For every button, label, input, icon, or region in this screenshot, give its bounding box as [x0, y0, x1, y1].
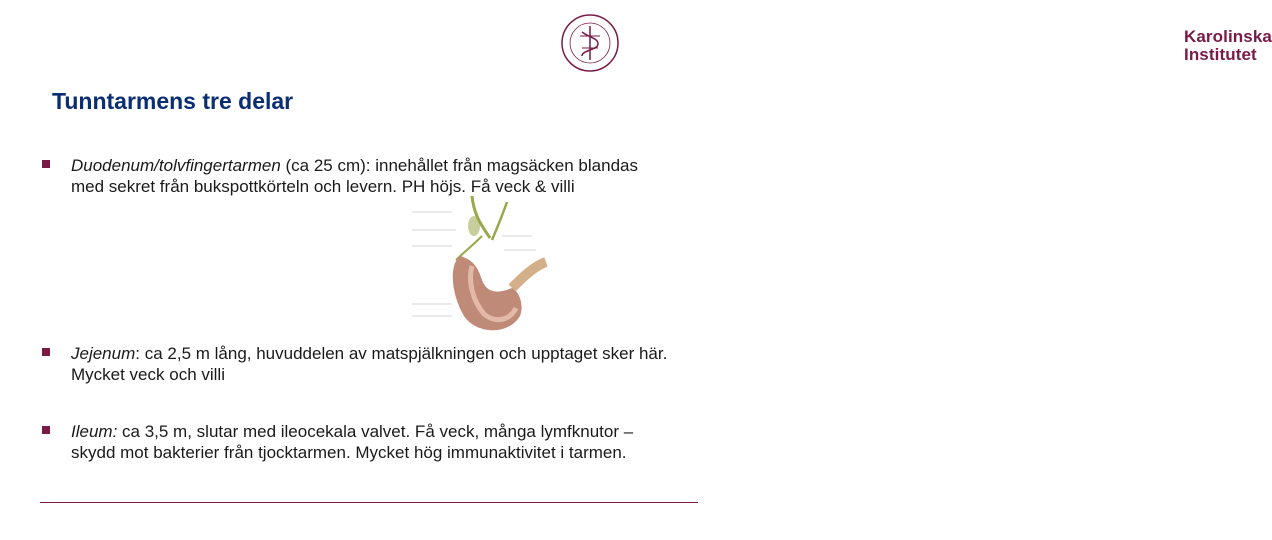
bullet-term: Duodenum/tolvfingertarmen	[71, 156, 281, 175]
bullet-ileum	[42, 421, 670, 463]
bullet-text	[71, 155, 670, 197]
logo-line-2: Institutet	[1184, 45, 1257, 64]
seal-icon	[558, 8, 622, 78]
duodenum-illustration	[412, 196, 552, 342]
bullet-square-icon	[42, 426, 50, 434]
bullet-body: (ca 25 cm): innehållet från magsäcken blandas med sekret från bukspottkörteln och levern. PH höjs. Få veck & villi	[71, 156, 638, 196]
bullet-body: : ca 2,5 m lång, huvuddelen av matspjälkningen och upptaget sker här. Mycket veck och villi	[71, 344, 668, 384]
bullet-square-icon	[42, 348, 50, 356]
bullet-jejenum	[42, 343, 670, 385]
bullet-square-icon	[42, 160, 50, 168]
slide-title: Tunntarmens tre delar	[52, 88, 294, 114]
footer-divider	[40, 502, 698, 503]
bullet-term: Ileum:	[71, 422, 118, 441]
logo-line-1: Karolinska	[1184, 27, 1272, 46]
karolinska-logo	[558, 8, 1272, 78]
bullet-body: ca 3,5 m, slutar med ileocekala valvet. Få veck, många lymfknutor – skydd mot bakterier från tjocktarmen. Mycket hög immunaktivitet i tarmen.	[71, 422, 634, 462]
bullet-text	[71, 343, 670, 385]
bullet-duodenum	[42, 155, 670, 197]
logo-wordmark	[1184, 28, 1272, 64]
bullet-text	[71, 421, 670, 463]
bullet-term: Jejenum	[71, 344, 136, 363]
